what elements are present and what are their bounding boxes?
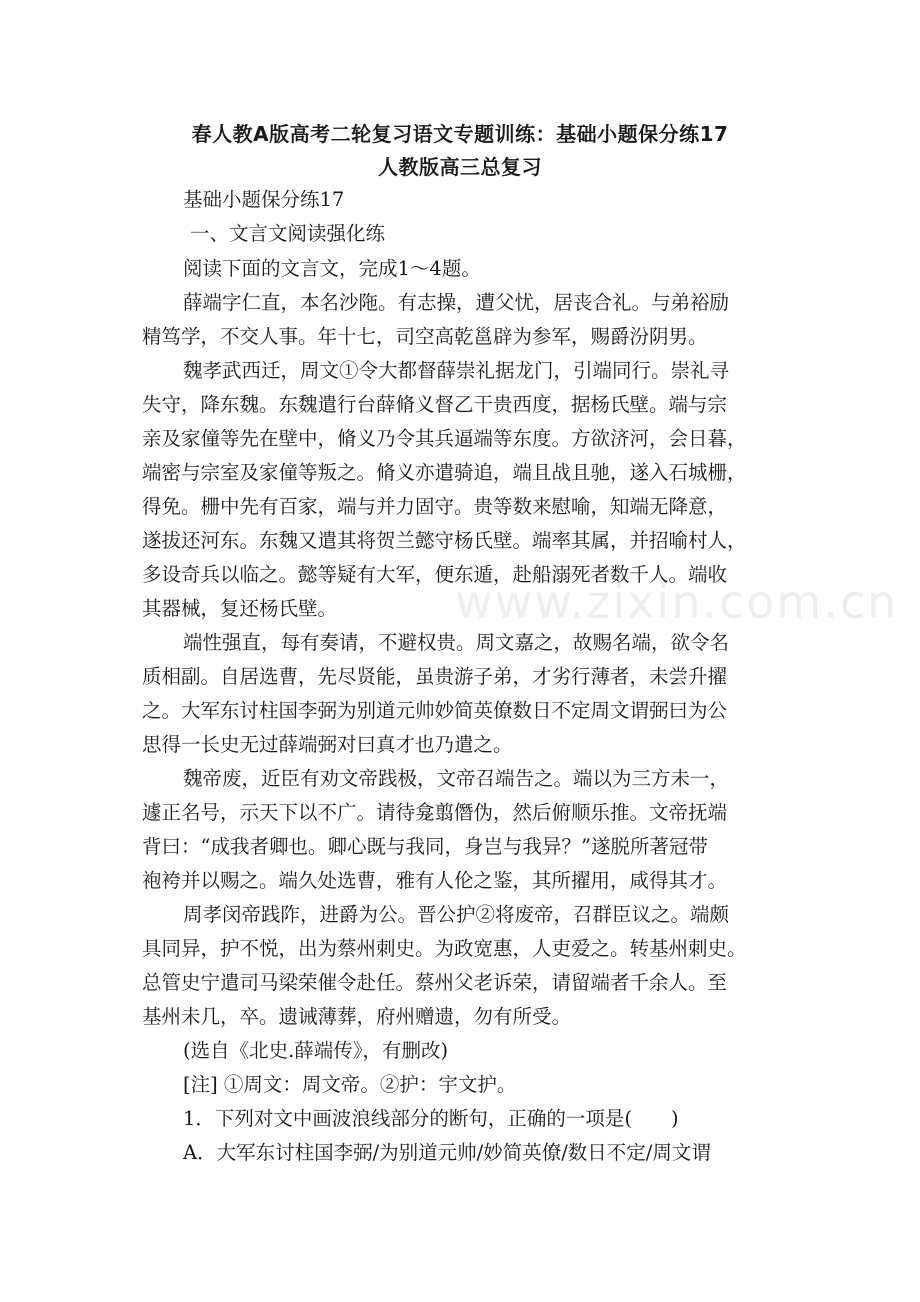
text-line: 遽正名号，示天下以不广。请待龛翦僭伪，然后俯顺乐推。文帝抚端: [142, 801, 728, 824]
section-subheading: 一、文言文阅读强化练: [190, 222, 386, 245]
document-subtitle: 人教版高三总复习: [378, 155, 542, 179]
text-line: 背曰：“成我者卿也。卿心既与我同，身岂与我异？”遂脱所著冠带: [142, 835, 708, 858]
text-line: 遂拔还河东。东魏又遣其将贺兰懿守杨氏壁。端率其属，并招喻村人，: [142, 529, 747, 552]
option-a: A．大军东讨柱国李弼/为别道元帅/妙简英僚/数日不定/周文谓: [183, 1141, 711, 1164]
text-line: 之。大军东讨柱国李弼为别道元帅妙简英僚数日不定周文谓弼曰为公: [142, 699, 728, 722]
text-line: 端密与宗室及家僮等叛之。脩义亦遣骑追，端且战且驰，遂入石城栅，: [142, 461, 747, 484]
text-line: 质相副。自居选曹，先尽贤能，虽贵游子弟，才劣行薄者，未尝升擢: [142, 665, 728, 688]
watermark: www.zixin.com.cn: [455, 575, 899, 629]
text-line: 袍袴并以赐之。端久处选曹，雅有人伦之鉴，其所擢用，咸得其才。: [142, 869, 728, 892]
question-1: 1．下列对文中画波浪线部分的断句，正确的一项是( ): [183, 1107, 679, 1130]
text-line: 精笃学，不交人事。年十七，司空高乾邕辟为参军，赐爵汾阴男。: [142, 325, 708, 348]
text-line: 多设奇兵以临之。懿等疑有大军，便东遁，赴船溺死者数千人。端收: [142, 563, 728, 586]
section-heading: 基础小题保分练17: [183, 188, 345, 211]
source-citation: (选自《北史.薛端传》，有删改): [183, 1039, 449, 1062]
text-line: 基州未几，卒。遗诫薄葬，府州赠遗，勿有所受。: [142, 1005, 572, 1028]
text-line: 亲及家僮等先在壁中，脩义乃令其兵逼端等东度。方欲济河，会日暮，: [142, 427, 747, 450]
text-line: 失守，降东魏。东魏遣行台薛脩义督乙干贵西度，据杨氏壁。端与宗: [142, 393, 728, 416]
text-line: 端性强直，每有奏请，不避权贵。周文嘉之，故赐名端，欲令名: [183, 631, 730, 654]
text-line: 魏孝武西迁，周文①令大都督薛崇礼据龙门，引端同行。崇礼寻: [183, 359, 730, 382]
annotation-note: [注] ①周文：周文帝。②护：宇文护。: [183, 1073, 517, 1096]
text-line: 魏帝废，近臣有劝文帝践极，文帝召端告之。端以为三方未一，: [183, 767, 730, 790]
text-line: 总管史宁遣司马梁荣催令赴任。蔡州父老诉荣，请留端者千余人。至: [142, 971, 728, 994]
text-line: 周孝闵帝践阼，进爵为公。晋公护②将废帝，召群臣议之。端颇: [183, 903, 730, 926]
text-line: 其器械，复还杨氏壁。: [142, 597, 338, 620]
text-line: 思得一长史无过薛端弼对曰真才也乃遣之。: [142, 733, 513, 756]
text-line: 薛端字仁直，本名沙陁。有志操，遭父忧，居丧合礼。与弟裕励: [183, 291, 730, 314]
text-line: 具同异，护不悦，出为蔡州刺史。为政宽惠，人吏爱之。转基州刺史。: [142, 937, 747, 960]
instruction-line: 阅读下面的文言文，完成1～4题。: [183, 257, 481, 280]
text-line: 得免。栅中先有百家，端与并力固守。贵等数来慰喻，知端无降意，: [142, 495, 728, 518]
document-title: 春人教A版高考二轮复习语文专题训练：基础小题保分练17: [191, 122, 729, 146]
